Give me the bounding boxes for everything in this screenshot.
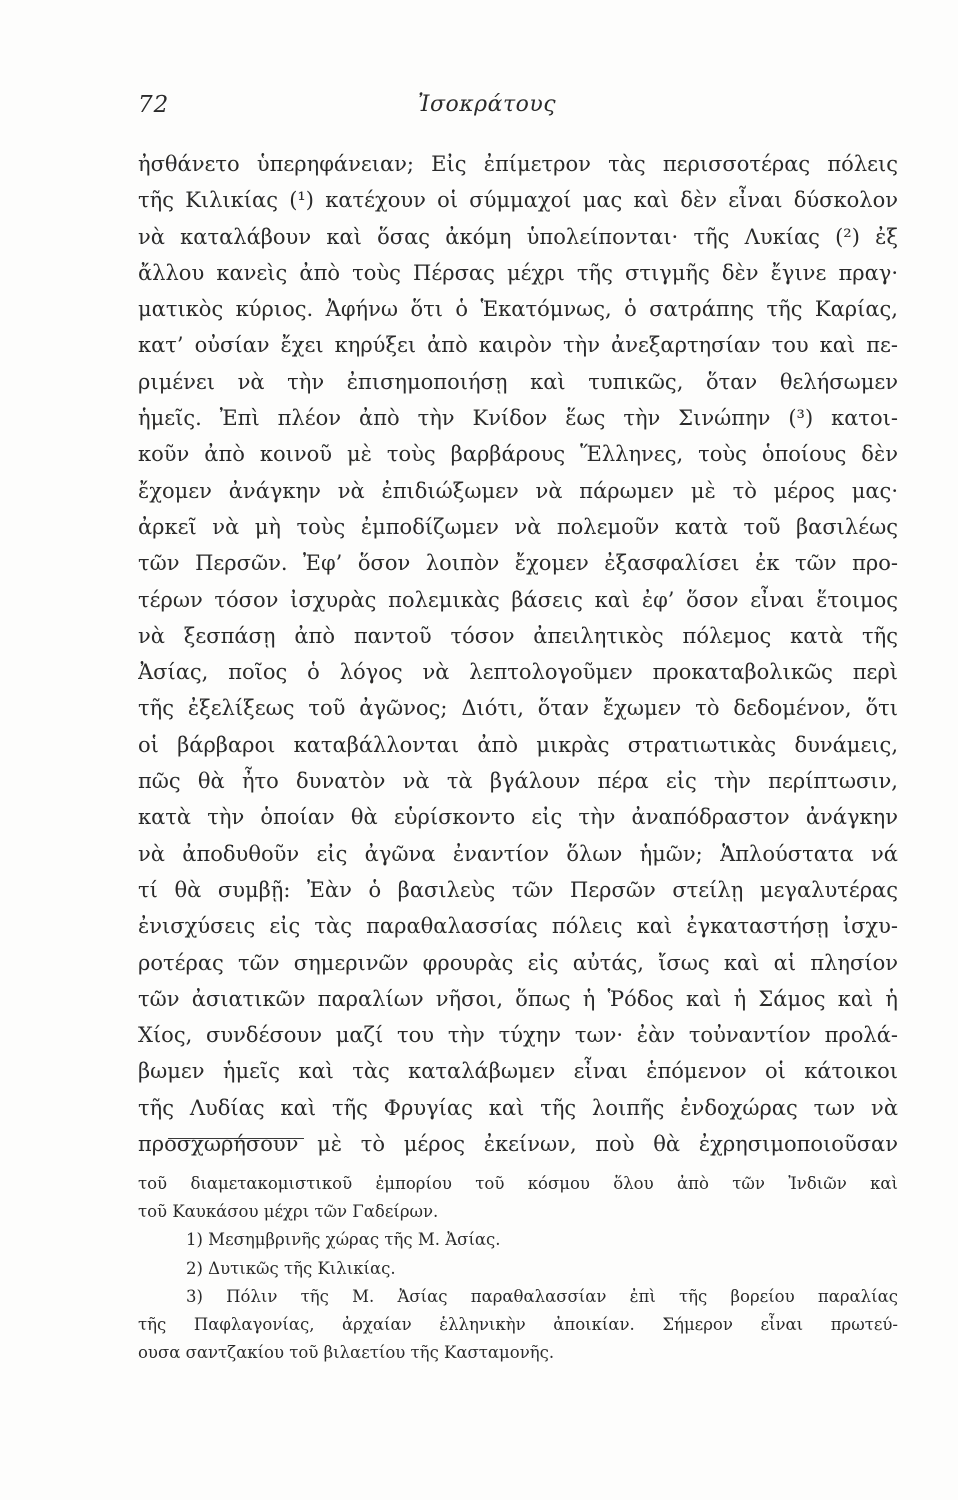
text-line: βωμεν ἡμεῖς καὶ τὰς καταλάβωμεν εἶναι ἑπόμενον οἱ κάτοικοι bbox=[138, 1059, 898, 1084]
text-line: τί θὰ συμβῇ: Ἐὰν ὁ βασιλεὺς τῶν Περσῶν στείλῃ μεγαλυτέρας bbox=[138, 877, 898, 902]
text-line: ματικὸς κύριος. Ἀφήνω ὅτι ὁ Ἑκατόμνως, ὁ σατράπης τῆς Καρίας, bbox=[138, 297, 898, 322]
footnote-continuation-line: τοῦ Καυκάσου μέχρι τῶν Γαδείρων. bbox=[138, 1202, 439, 1222]
running-title: Ἰσοκράτους bbox=[418, 92, 557, 117]
text-line: προσχωρήσουν μὲ τὸ μέρος ἐκείνων, ποὺ θὰ ἐχρησιμοποιοῦσαν bbox=[138, 1132, 898, 1157]
text-line: ἄλλου κανεὶς ἀπὸ τοὺς Πέρσας μέχρι τῆς στιγμῆς δὲν ἔγινε πραγ· bbox=[138, 260, 898, 285]
text-line: κατ’ οὐσίαν ἔχει κηρύξει ἀπὸ καιρὸν τὴν ἀνεξαρτησίαν του καὶ πε- bbox=[138, 333, 898, 358]
footnote-3-line: ουσα σαντζακίου τοῦ βιλαετίου τῆς Κασταμονῆς. bbox=[138, 1343, 555, 1363]
text-line: πῶς θὰ ἦτο δυνατὸν νὰ τὰ βγάλουν πέρα εἰς τὴν περίπτωσιν, bbox=[138, 769, 898, 794]
text-line: ἐνισχύσεις εἰς τὰς παραθαλασσίας πόλεις καὶ ἐγκαταστήσῃ ἰσχυ- bbox=[138, 914, 898, 939]
text-line: ροτέρας τῶν σημερινῶν φρουρὰς εἰς αὐτάς, ἴσως καὶ αἱ πλησίον bbox=[138, 950, 898, 975]
text-line: νὰ ἀποδυθοῦν εἰς ἀγῶνα ἐναντίον ὅλων ἡμῶν; Ἁπλούστατα νά bbox=[138, 841, 898, 866]
text-line: τῶν ἀσιατικῶν παραλίων νῆσοι, ὅπως ἡ Ῥόδος καὶ ἡ Σάμος καὶ ἡ bbox=[138, 986, 898, 1011]
text-line: τῆς ἐξελίξεως τοῦ ἀγῶνος; Διότι, ὅταν ἔχωμεν τὸ δεδομένον, ὅτι bbox=[138, 696, 898, 721]
footnote-3-line: τῆς Παφλαγονίας, ἀρχαίαν ἑλληνικὴν ἀποικίαν. Σήμερον εἶναι πρωτεύ- bbox=[138, 1314, 898, 1334]
main-text bbox=[138, 146, 898, 1162]
footnote-3: 3) Πόλιν τῆς Μ. Ἀσίας παραθαλασσίαν ἐπὶ τῆς βορείου παραλίας bbox=[186, 1286, 898, 1306]
footnotes bbox=[138, 1170, 898, 1367]
text-line: νὰ καταλάβουν καὶ ὅσας ἀκόμη ὑπολείπονται· τῆς Λυκίας (²) ἐξ bbox=[138, 224, 898, 249]
text-line: ἡμεῖς. Ἐπὶ πλέον ἀπὸ τὴν Κνίδον ἕως τὴν Σινώπην (³) κατοι- bbox=[138, 406, 898, 431]
text-line: ἀρκεῖ νὰ μὴ τοὺς ἐμποδίζωμεν νὰ πολεμοῦν κατὰ τοῦ βασιλέως bbox=[138, 514, 898, 539]
text-line: νὰ ξεσπάσῃ ἀπὸ παντοῦ τόσον ἀπειλητικὸς πόλεμος κατὰ τῆς bbox=[138, 623, 898, 648]
footnote-1: 1) Μεσημβρινῆς χώρας τῆς Μ. Ἀσίας. bbox=[186, 1230, 501, 1250]
text-line: ἔχομεν ἀνάγκην νὰ ἐπιδιώξωμεν νὰ πάρωμεν μὲ τὸ μέρος μας· bbox=[138, 478, 898, 503]
footnote-2: 2) Δυτικῶς τῆς Κιλικίας. bbox=[186, 1258, 396, 1278]
text-line: τῆς Κιλικίας (¹) κατέχουν οἱ σύμμαχοί μας καὶ δὲν εἶναι δύσκολον bbox=[138, 188, 898, 213]
text-line: τῆς Λυδίας καὶ τῆς Φρυγίας καὶ τῆς λοιπῆς ἐνδοχώρας των νὰ bbox=[138, 1095, 898, 1120]
running-head bbox=[0, 92, 958, 124]
text-line: Χίος, συνδέσουν μαζί του τὴν τύχην των· ἐὰν τοὐναντίον προλά- bbox=[138, 1023, 898, 1048]
text-line: Ἀσίας, ποῖος ὁ λόγος νὰ λεπτολογοῦμεν προκαταβολικῶς περὶ bbox=[138, 660, 898, 685]
footnote-divider bbox=[168, 1138, 304, 1139]
text-line: κατὰ τὴν ὁποίαν θὰ εὑρίσκοντο εἰς τὴν ἀναπόδραστον ἀνάγκην bbox=[138, 805, 898, 830]
text-line: τέρων τόσον ἰσχυρὰς πολεμικὰς βάσεις καὶ ἐφ’ ὅσον εἶναι ἕτοιμος bbox=[138, 587, 898, 612]
text-line: τῶν Περσῶν. Ἐφ’ ὅσον λοιπὸν ἔχομεν ἐξασφαλίσει ἐκ τῶν προ- bbox=[138, 551, 898, 576]
text-line: κοῦν ἀπὸ κοινοῦ μὲ τοὺς βαρβάρους Ἕλληνες, τοὺς ὁποίους δὲν bbox=[138, 442, 898, 467]
text-line: ἠσθάνετο ὑπερηφάνειαν; Εἰς ἐπίμετρον τὰς περισσοτέρας πόλεις bbox=[138, 152, 898, 176]
page-number: 72 bbox=[138, 92, 170, 118]
footnote-continuation-line: τοῦ διαμετακομιστικοῦ ἐμπορίου τοῦ κόσμου ὅλου ἀπὸ τῶν Ἰνδιῶν καὶ bbox=[138, 1174, 898, 1193]
text-line: οἱ βάρβαροι καταβάλλονται ἀπὸ μικρὰς στρατιωτικὰς δυνάμεις, bbox=[138, 732, 898, 757]
text-line: ριμένει νὰ τὴν ἐπισημοποιήσῃ καὶ τυπικῶς, ὅταν θελήσωμεν bbox=[138, 369, 898, 394]
